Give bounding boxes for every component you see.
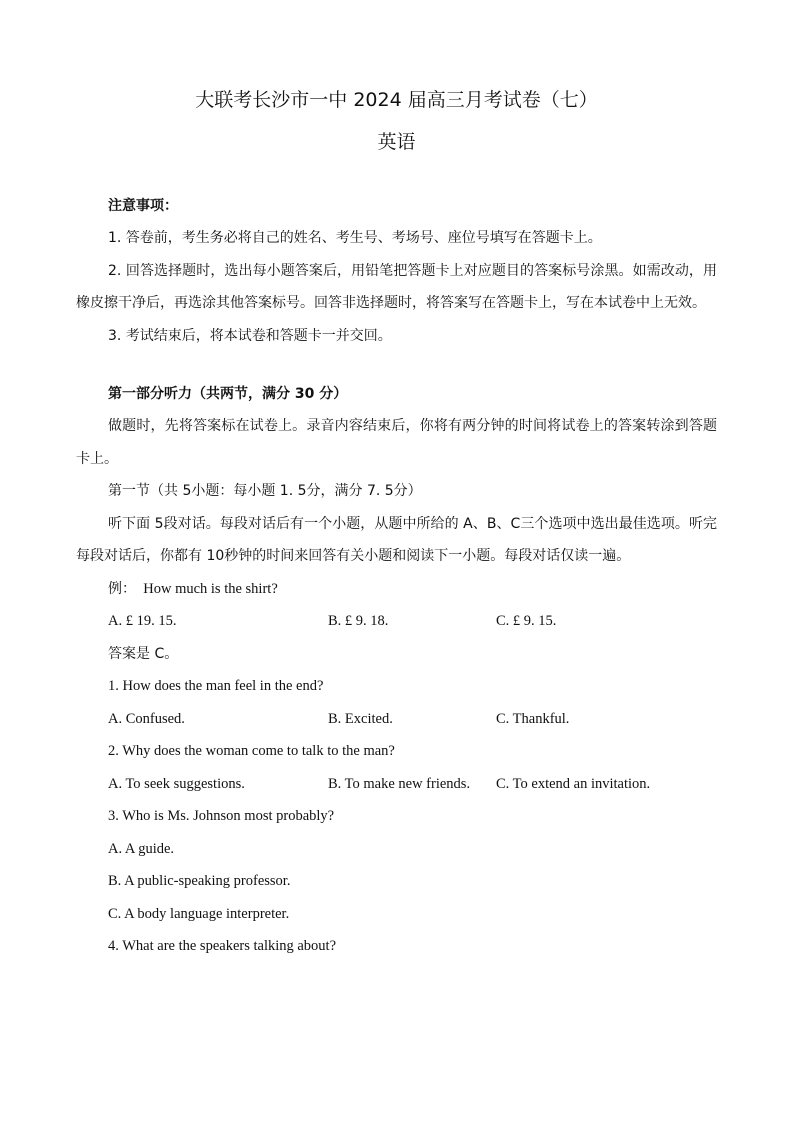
q1-option-a: A. Confused. — [108, 710, 185, 727]
part1-intro: 做题时，先将答案标在试卷上。录音内容结束后，你将有两分钟的时间将试卷上的答案转涂到答题卡上。 — [76, 418, 717, 467]
example-answer: 答案是 C。 — [108, 645, 179, 662]
question-4: 4. What are the speakers talking about? — [108, 938, 337, 954]
example-option-a: A. £ 19. 15. — [108, 613, 177, 629]
example-option-c: C. £ 9. 15. — [496, 613, 557, 629]
question-2-options — [108, 768, 717, 801]
section1-intro: 听下面 5段对话。每段对话后有一个小题，从题中所给的 A、B、C三个选项中选出最佳选项。听完每段对话后，你都有 10秒钟的时间来回答有关小题和阅读下一小题。每段对话仅读一遍。 — [76, 515, 717, 564]
question-2: 2. Why does the woman come to talk to the man? — [108, 743, 395, 759]
exam-title: 大联考长沙市一中 2024 届高三月考试卷（七） — [195, 89, 598, 111]
q3-option-a: A. A guide. — [108, 840, 175, 857]
exam-subject: 英语 — [377, 131, 416, 153]
part1-heading: 第一部分听力（共两节，满分 30 分） — [108, 386, 348, 402]
q1-option-c: C. Thankful. — [496, 710, 570, 727]
notice-item-2: 2. 回答选择题时，选出每小题答案后，用铅笔把答题卡上对应题目的答案标号涂黑。如需改动，用橡皮擦干净后，再选涂其他答案标号。回答非选择题时，将答案写在答题卡上，写在本试卷中上无效。 — [76, 262, 717, 311]
notice-item-1: 1. 答卷前，考生务必将自己的姓名、考生号、考场号、座位号填写在答题卡上。 — [108, 230, 602, 246]
example-label: 例： — [108, 580, 136, 597]
example-option-b: B. £ 9. 18. — [328, 613, 389, 629]
question-1: 1. How does the man feel in the end? — [108, 678, 324, 694]
section1-heading: 第一节（共 5小题：每小题 1. 5分，满分 7. 5分） — [108, 483, 422, 499]
q3-option-c: C. A body language interpreter. — [108, 905, 290, 922]
q2-option-b: B. To make new friends. — [328, 775, 471, 792]
example-question — [108, 573, 717, 606]
question-1-options — [108, 703, 717, 736]
q2-option-c: C. To extend an invitation. — [496, 775, 651, 792]
example-question-text: How much is the shirt? — [143, 580, 278, 597]
q2-option-a: A. To seek suggestions. — [108, 775, 245, 792]
question-3: 3. Who is Ms. Johnson most probably? — [108, 808, 335, 824]
q3-option-b: B. A public-speaking professor. — [108, 873, 291, 889]
example-options — [108, 605, 717, 638]
q1-option-b: B. Excited. — [328, 710, 393, 727]
notice-item-3: 3. 考试结束后，将本试卷和答题卡一并交回。 — [108, 327, 392, 344]
notice-heading: 注意事项： — [108, 198, 178, 214]
